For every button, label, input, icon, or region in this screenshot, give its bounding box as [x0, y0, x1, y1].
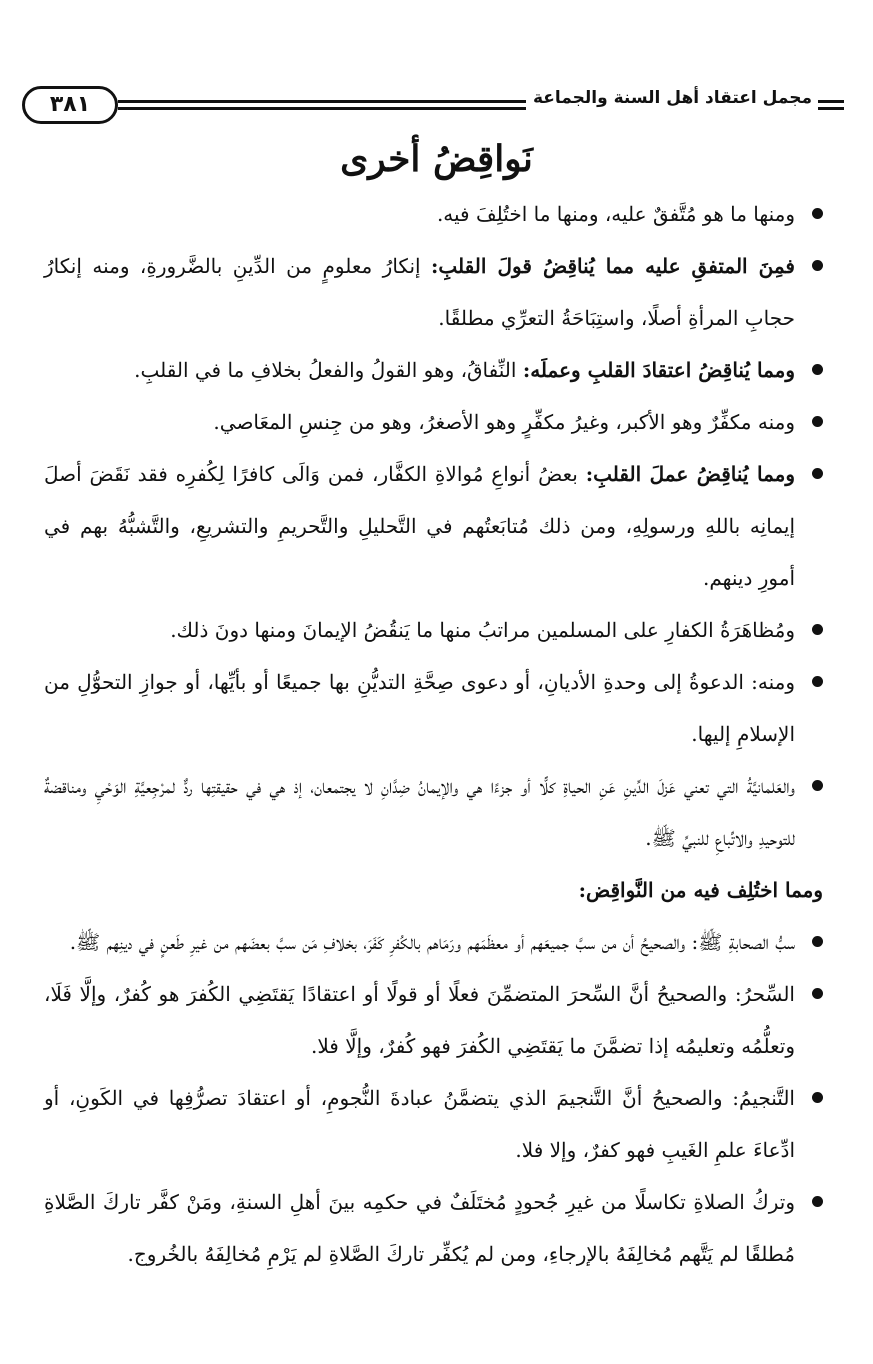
item-lead: ومما يُناقِضُ اعتقادَ القلبِ وعملَه:	[522, 358, 795, 382]
item-text: النِّفاقُ، وهو القولُ والفعلُ بخلافِ ما في القلبِ.	[134, 358, 523, 382]
subheading: ومما اختُلِف فيه من النَّواقِض:	[578, 878, 823, 902]
bullet-icon	[812, 416, 823, 427]
header-ornament-rule	[818, 100, 844, 110]
item-text: وتركُ الصلاةِ تكاسلًا من غيرِ جُحودٍ مُختَلَفٌ في حكمِه بينَ أهلِ السنةِ، ومَنْ كفَّر تاركَ الصَّلاةِ مُطلقًا لم يَتَّهم مُخالِفَهُ بالإرجاءِ، ومن لم يُكفِّر تاركَ الصَّلاةِ لم يَرْمِ مُخالِفَهُ بالخُروج.	[44, 1190, 795, 1266]
list-item	[44, 396, 823, 448]
item-text: ومنه مكفِّرٌ وهو الأكبر، وغيرُ مكفِّرٍ وهو الأصغرُ، وهو من جِنسِ المعَاصي.	[213, 410, 795, 434]
bullet-icon	[812, 260, 823, 271]
bullet-icon	[812, 988, 823, 999]
item-text: إنكارُ معلومٍ من الدِّينِ بالضَّرورةِ، ومنه إنكارُ حجابِ المرأةِ أصلًا، واستِبَاحَةُ التعرِّي مطلقًا.	[44, 254, 795, 330]
item-text: ومنه: الدعوةُ إلى وحدةِ الأديانِ، أو دعوى صِحَّةِ التديُّنِ بها جميعًا أو بأيِّها، أو جوازِ التحوُّلِ من الإسلامِ إليها.	[44, 670, 795, 746]
disputed-item	[44, 1176, 823, 1280]
item-text: والعَلمانيَّةُ التي تعني عَزلَ الدِّينِ عَنِ الحياةِ كلًّا أو جزءًا هي والإيمانُ ضِدَّانِ لا يجتمعان، إذ هي في حقيقتِها ردٌّ لمرْجِعيَّةِ الوَحْيِ ومناقضةٌ للتوحيدِ والاتِّباعِ للنبيِّ ﷺ.	[44, 774, 795, 850]
header-rule	[118, 100, 526, 110]
bullet-icon	[812, 780, 823, 791]
bullet-icon	[812, 936, 823, 947]
running-header	[18, 82, 844, 128]
list-item	[44, 188, 823, 240]
list-item	[44, 344, 823, 396]
item-text: التَّنجيمُ: والصحيحُ أنَّ التَّنجيمَ الذي يتضمَّنُ عبادةَ النُّجومِ، أو اعتقادَ تصرُّفِها في الكَونِ، أو ادِّعاءَ علمِ الغَيبِ فهو كفرٌ، وإلا فلا.	[44, 1086, 795, 1162]
list-item	[44, 240, 823, 344]
section-title: نَواقِضُ أخرى	[340, 138, 533, 180]
item-lead: ومما يُناقِضُ عملَ القلبِ:	[585, 462, 795, 486]
book-title: مجمل اعتقاد أهل السنة والجماعة	[532, 88, 812, 108]
item-lead: فمِنَ المتفقِ عليه مما يُناقِضُ قولَ القلبِ:	[431, 254, 795, 278]
bullet-icon	[812, 1092, 823, 1103]
list-item	[44, 760, 823, 864]
bullet-icon	[812, 624, 823, 635]
page-number: ٣٨١	[22, 86, 118, 124]
disputed-item	[44, 1072, 823, 1176]
bullet-icon	[812, 676, 823, 687]
bullet-icon	[812, 364, 823, 375]
bullet-icon	[812, 1196, 823, 1207]
bullet-icon	[812, 468, 823, 479]
item-text: ومُظاهَرَةُ الكفارِ على المسلمين مراتبُ منها ما يَنقُضُ الإيمانَ ومنها دونَ ذلك.	[170, 618, 795, 642]
body-text	[44, 188, 823, 1280]
item-text: السِّحرُ: والصحيحُ أنَّ السِّحرَ المتضمِّنَ فعلًا أو قولًا أو اعتقادًا يَقتَضِي الكُفرَ هو كُفرٌ، وإلَّا فَلَا، وتعلُّمُه وتعليمُه إذا تضمَّنَ ما يَقتَضِي الكُفرَ فهو كُفرٌ، وإلَّا فلا.	[44, 982, 795, 1058]
bullet-icon	[812, 208, 823, 219]
list-item	[44, 656, 823, 760]
item-text: ومنها ما هو مُتَّفقٌ عليه، ومنها ما اختُلِفَ فيه.	[436, 202, 795, 226]
disputed-item	[44, 916, 823, 968]
disputed-item	[44, 968, 823, 1072]
list-item	[44, 604, 823, 656]
item-text: بعضُ أنواعِ مُوالاةِ الكفَّار، فمن وَالَى كافرًا لِكُفرِه فقد نَقَضَ أصلَ إيمانِه باللهِ ورسولِهِ، ومن ذلك مُتابَعتُهم في التَّحليلِ والتَّحريمِ والتشريعِ، والتَّشبُّهُ بهم في أمورِ دينهم.	[44, 462, 795, 590]
item-text: سبُّ الصحابةِ ﷺ: والصحيحُ أن من سبَّ جميعَهم أو معظَمَهم ورَمَاهم بالكُفرِ كَفَرَ، بخلافِ مَن سبَّ بعضَهم من غيرِ طَعنٍ في دينِهم ﷺ.	[69, 930, 795, 954]
list-item	[44, 448, 823, 604]
